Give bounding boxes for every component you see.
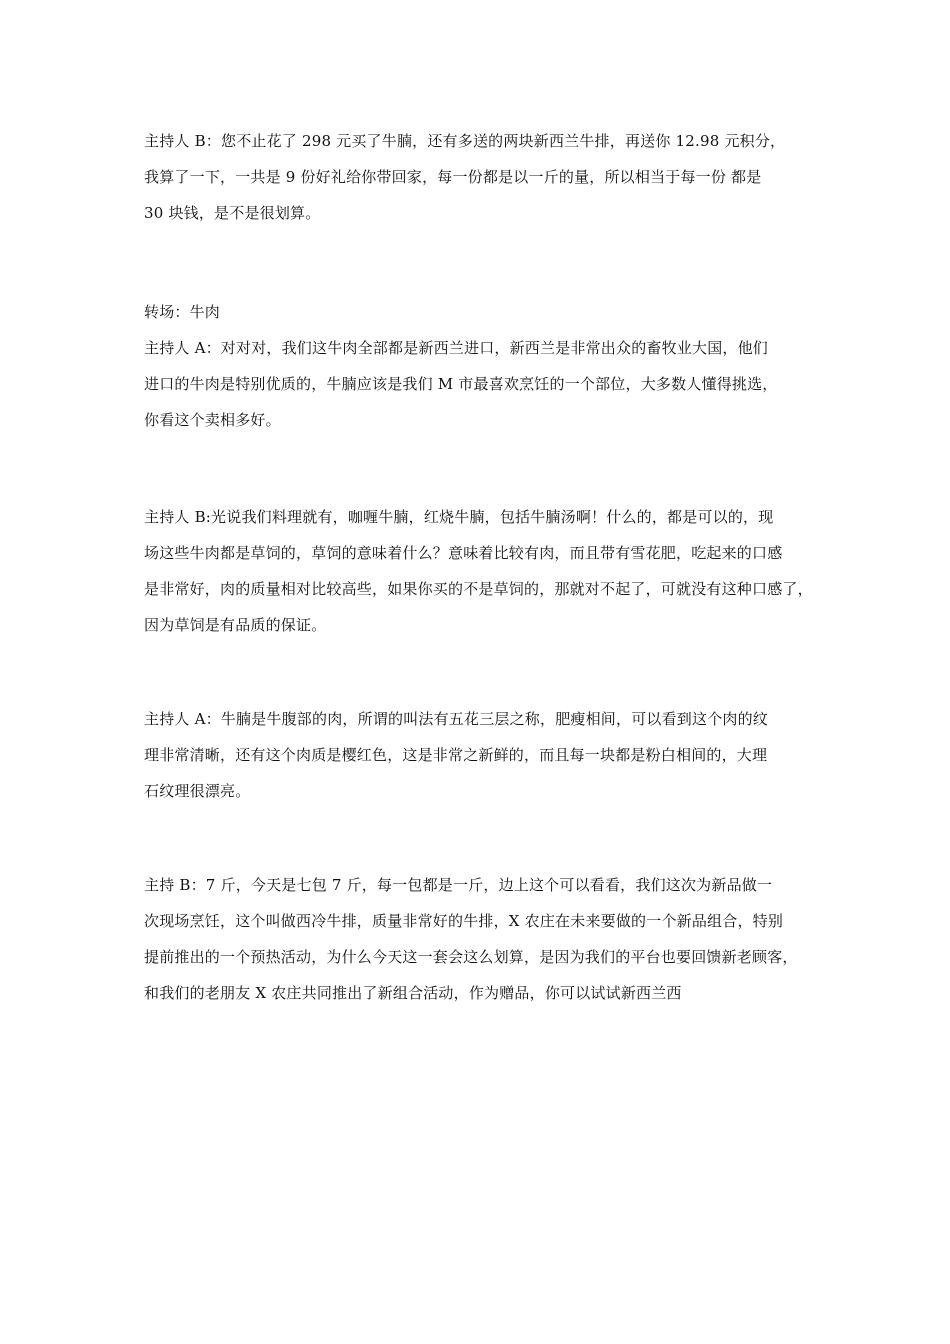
text-line: 因为草饲是有品质的保证。 xyxy=(144,616,327,634)
paragraph-host-b-grassfed xyxy=(144,499,816,643)
text-line: 主持人 B：您不止花了 298 元买了牛腩，还有多送的两块新西兰牛排，再送你 12.98 元积分， xyxy=(144,132,786,150)
paragraph-transition-beef xyxy=(144,294,816,438)
text-line: 石纹理很漂亮。 xyxy=(144,782,251,800)
text-line: 提前推出的一个预热活动，为什么今天这一套会这么划算，是因为我们的平台也要回馈新老顾客， xyxy=(144,948,798,966)
text-line: 理非常清晰，还有这个肉质是樱红色，这是非常之新鲜的，而且每一块都是粉白相间的，大理 xyxy=(144,746,768,764)
text-line: 和我们的老朋友 X 农庄共同推出了新组合活动，作为赠品，你可以试试新西兰西 xyxy=(144,984,682,1002)
text-line: 主持 B：7 斤，今天是七包 7 斤，每一包都是一斤，边上这个可以看看，我们这次为新品做一 xyxy=(144,876,773,894)
text-line: 30 块钱，是不是很划算。 xyxy=(144,204,321,222)
paragraph-host-b-price xyxy=(144,123,816,231)
text-line: 主持人 A：牛腩是牛腹部的肉，所谓的叫法有五花三层之称，肥瘦相间，可以看到这个肉的纹 xyxy=(144,710,769,728)
text-line: 进口的牛肉是特别优质的，牛腩应该是我们 M 市最喜欢烹饪的一个部位，大多数人懂得挑选， xyxy=(144,375,778,393)
text-line: 主持人 A：对对对，我们这牛肉全部都是新西兰进口，新西兰是非常出众的畜牧业大国，他们 xyxy=(144,339,769,357)
text-line: 是非常好，肉的质量相对比较高些，如果你买的不是草饲的，那就对不起了，可就没有这种口感了， xyxy=(144,580,813,598)
paragraph-host-a-texture xyxy=(144,701,816,809)
text-line: 我算了一下，一共是 9 份好礼给你带回家，每一份都是以一斤的量，所以相当于每一份 都是 xyxy=(144,168,762,186)
text-line: 你看这个卖相多好。 xyxy=(144,411,281,429)
text-line: 次现场烹饪，这个叫做西冷牛排，质量非常好的牛排，X 农庄在未来要做的一个新品组合，特别 xyxy=(144,912,784,930)
text-line: 场这些牛肉都是草饲的，草饲的意味着什么？意味着比较有肉，而且带有雪花肥，吃起来的口感 xyxy=(144,544,783,562)
scene-transition-heading: 转场：牛肉 xyxy=(144,303,221,321)
text-line: 主持人 B:光说我们料理就有，咖喱牛腩，红烧牛腩，包括牛腩汤啊！什么的，都是可以的，现 xyxy=(144,508,774,526)
paragraph-host-b-sirloin xyxy=(144,867,816,1011)
